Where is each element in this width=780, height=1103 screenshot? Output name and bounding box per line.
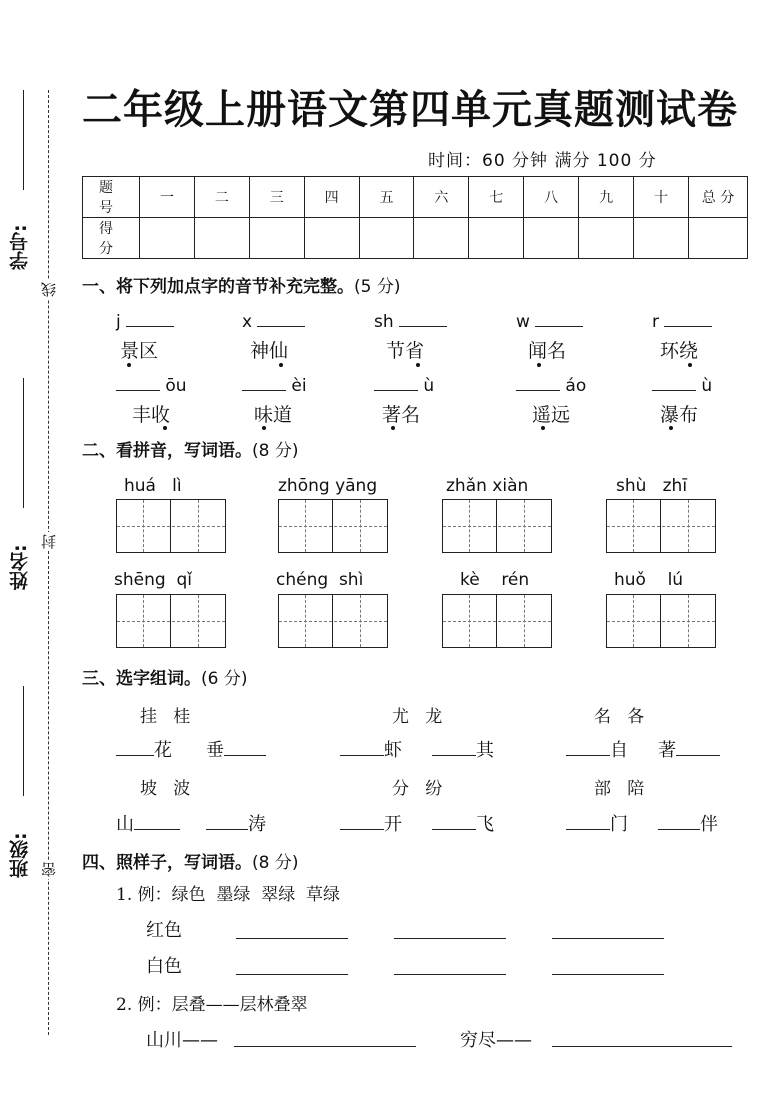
s1-r1-pinyin-3: sh <box>374 310 447 332</box>
s3-r2-fill-3: 开 <box>340 810 402 836</box>
s2-r2-pinyin-2: chéng shì <box>276 570 364 590</box>
s3-r2-fill-5: 门 <box>566 810 628 836</box>
section3-points: (6 分) <box>201 669 248 689</box>
binding-line-top <box>23 90 24 190</box>
score-col: 九 <box>579 177 634 218</box>
score-col: 二 <box>194 177 249 218</box>
s1-r1-pinyin-4: w <box>516 310 583 332</box>
s4-item-qiongjin: 穷尽—— <box>460 1030 532 1051</box>
section4-heading <box>82 848 298 873</box>
s2-r1-pinyin-3: zhǎn xiàn <box>446 476 529 496</box>
binding-dashed-line <box>48 90 49 1035</box>
emphasis-dot <box>262 426 266 430</box>
score-cell[interactable] <box>304 218 359 259</box>
s3-pair-4: 坡 波 <box>140 779 191 799</box>
writing-grid[interactable] <box>606 594 716 648</box>
emphasis-dot <box>537 363 541 367</box>
score-table-header-row <box>83 177 748 218</box>
score-cell[interactable] <box>414 218 469 259</box>
binding-mark-mi: 密 <box>40 862 58 877</box>
answer-blank[interactable] <box>257 310 305 327</box>
s3-r2-fill-6: 伴 <box>658 810 718 836</box>
section3-heading <box>82 664 247 689</box>
s2-r2-pinyin-3: kè rén <box>460 570 530 590</box>
s3-r1-fill-6: 著 <box>658 736 720 762</box>
score-col: 四 <box>304 177 359 218</box>
writing-grid[interactable] <box>442 594 552 648</box>
answer-line[interactable] <box>236 938 348 939</box>
s1-r2-pinyin-4: áo <box>516 374 586 396</box>
writing-grid[interactable] <box>278 499 388 553</box>
answer-blank[interactable] <box>374 374 418 391</box>
s3-pair-6: 部 陪 <box>594 779 645 799</box>
score-cell[interactable] <box>689 218 748 259</box>
answer-blank[interactable] <box>432 739 476 756</box>
s1-r1-word-4: 闻名 <box>528 340 567 362</box>
s2-r1-pinyin-1: huá lì <box>124 476 182 496</box>
s3-r1-fill-4: 其 <box>432 736 494 762</box>
score-cell[interactable] <box>359 218 414 259</box>
score-cell[interactable] <box>579 218 634 259</box>
answer-blank[interactable] <box>676 739 720 756</box>
s3-r2-fill-2: 涛 <box>206 810 266 836</box>
s1-r2-word-1: 丰收 <box>132 404 171 426</box>
answer-blank[interactable] <box>340 813 384 830</box>
s3-r2-fill-4: 飞 <box>432 810 494 836</box>
s3-r1-fill-3: 虾 <box>340 736 402 762</box>
score-col: 八 <box>524 177 579 218</box>
s1-r2-pinyin-2: èi <box>242 374 307 396</box>
section4-heading-text: 四、照样子，写词语。 <box>82 853 252 873</box>
s4-item-shanchuan: 山川—— <box>146 1030 218 1051</box>
answer-blank[interactable] <box>116 374 160 391</box>
emphasis-dot <box>541 426 545 430</box>
answer-line[interactable] <box>552 1046 732 1047</box>
score-cell[interactable] <box>634 218 689 259</box>
score-cell[interactable] <box>249 218 304 259</box>
answer-blank[interactable] <box>516 374 560 391</box>
answer-blank[interactable] <box>242 374 286 391</box>
answer-blank[interactable] <box>224 739 266 756</box>
s1-r1-word-3: 节省 <box>386 340 425 362</box>
emphasis-dot <box>669 426 673 430</box>
score-col: 十 <box>634 177 689 218</box>
answer-blank[interactable] <box>116 739 154 756</box>
score-col: 一 <box>140 177 195 218</box>
class-label: 班级: <box>9 832 31 878</box>
s1-r1-word-1: 景区 <box>120 340 159 362</box>
score-cell[interactable] <box>140 218 195 259</box>
emphasis-dot <box>688 363 692 367</box>
answer-blank[interactable] <box>535 310 583 327</box>
s1-r1-pinyin-1: j <box>116 310 174 332</box>
s3-pair-5: 分 纷 <box>392 779 443 799</box>
s1-r1-pinyin-5: r <box>652 310 712 332</box>
s4-item-red: 红色 <box>146 920 182 941</box>
s2-r1-pinyin-4: shù zhī <box>616 476 688 496</box>
binding-line-low <box>23 686 24 796</box>
binding-mark-feng: 封 <box>40 534 58 549</box>
s1-r1-word-5: 环绕 <box>660 340 699 362</box>
score-col: 三 <box>249 177 304 218</box>
answer-blank[interactable] <box>658 813 700 830</box>
s1-r2-word-2: 味道 <box>254 404 293 426</box>
score-table <box>82 176 748 259</box>
binding-line-mid <box>23 378 24 508</box>
score-table-row1-header: 题 号 <box>83 177 140 218</box>
emphasis-dot <box>416 363 420 367</box>
s2-r1-pinyin-2: zhōng yāng <box>278 476 378 496</box>
s2-r2-pinyin-4: huǒ lú <box>614 570 684 590</box>
writing-grid[interactable] <box>442 499 552 553</box>
answer-blank[interactable] <box>134 813 180 830</box>
answer-blank[interactable] <box>340 739 384 756</box>
answer-blank[interactable] <box>652 374 696 391</box>
s3-r1-fill-5: 自 <box>566 736 628 762</box>
section1-points: (5 分) <box>354 277 401 297</box>
name-label: 姓名: <box>9 544 31 590</box>
s3-r1-fill-2: 垂 <box>206 736 266 762</box>
s3-pair-3: 名 各 <box>594 707 645 727</box>
section1-heading-text: 一、将下列加点字的音节补充完整。 <box>82 277 354 297</box>
writing-grid[interactable] <box>116 594 226 648</box>
score-col: 六 <box>414 177 469 218</box>
score-col: 五 <box>359 177 414 218</box>
s1-r1-pinyin-2: x <box>242 310 305 332</box>
section2-heading <box>82 436 298 461</box>
answer-line[interactable] <box>234 1046 416 1047</box>
score-col: 七 <box>469 177 524 218</box>
section1-heading <box>82 272 400 297</box>
s3-r2-fill-1: 山 <box>116 810 180 836</box>
answer-line[interactable] <box>552 938 664 939</box>
s3-pair-1: 挂 桂 <box>140 707 191 727</box>
s4-item-white: 白色 <box>146 956 182 977</box>
score-table-row2-header: 得 分 <box>83 218 140 259</box>
score-table-score-row <box>83 218 748 259</box>
s3-r1-fill-1: 花 <box>116 736 172 762</box>
answer-line[interactable] <box>552 974 664 975</box>
s2-r2-pinyin-1: shēng qǐ <box>114 570 192 590</box>
s1-r2-pinyin-5: ù <box>652 374 712 396</box>
page-title: 二年级上册语文第四单元真题测试卷 <box>82 86 738 133</box>
answer-blank[interactable] <box>126 310 174 327</box>
answer-blank[interactable] <box>566 813 610 830</box>
score-cell[interactable] <box>469 218 524 259</box>
s4-example-1: 1. 例：绿色 墨绿 翠绿 草绿 <box>116 885 341 905</box>
section3-heading-text: 三、选字组词。 <box>82 669 201 689</box>
answer-line[interactable] <box>394 938 506 939</box>
answer-blank[interactable] <box>399 310 447 327</box>
answer-blank[interactable] <box>432 813 476 830</box>
s1-r2-pinyin-1: ōu <box>116 374 187 396</box>
student-id-label: 学号: <box>9 224 31 270</box>
s4-example-2: 2. 例：层叠——层林叠翠 <box>116 995 308 1015</box>
writing-grid[interactable] <box>278 594 388 648</box>
answer-line[interactable] <box>394 974 506 975</box>
emphasis-dot <box>127 363 131 367</box>
score-cell[interactable] <box>194 218 249 259</box>
writing-grid[interactable] <box>606 499 716 553</box>
time-info: 时间：60 分钟 满分 100 分 <box>428 151 657 171</box>
s1-r2-word-4: 遥远 <box>532 404 571 426</box>
answer-blank[interactable] <box>664 310 712 327</box>
answer-line[interactable] <box>236 974 348 975</box>
score-cell[interactable] <box>524 218 579 259</box>
section4-points: (8 分) <box>252 853 299 873</box>
s1-r2-word-3: 著名 <box>382 404 421 426</box>
s1-r1-word-2: 神仙 <box>250 340 289 362</box>
answer-blank[interactable] <box>206 813 248 830</box>
emphasis-dot <box>163 426 167 430</box>
emphasis-dot <box>391 426 395 430</box>
emphasis-dot <box>279 363 283 367</box>
score-col-total: 总 分 <box>689 177 748 218</box>
section2-points: (8 分) <box>252 441 299 461</box>
s1-r2-word-5: 瀑布 <box>660 404 699 426</box>
binding-mark-xian: 线 <box>40 282 58 297</box>
section2-heading-text: 二、看拼音，写词语。 <box>82 441 252 461</box>
s1-r2-pinyin-3: ù <box>374 374 434 396</box>
writing-grid[interactable] <box>116 499 226 553</box>
s3-pair-2: 尤 龙 <box>392 707 443 727</box>
answer-blank[interactable] <box>566 739 610 756</box>
